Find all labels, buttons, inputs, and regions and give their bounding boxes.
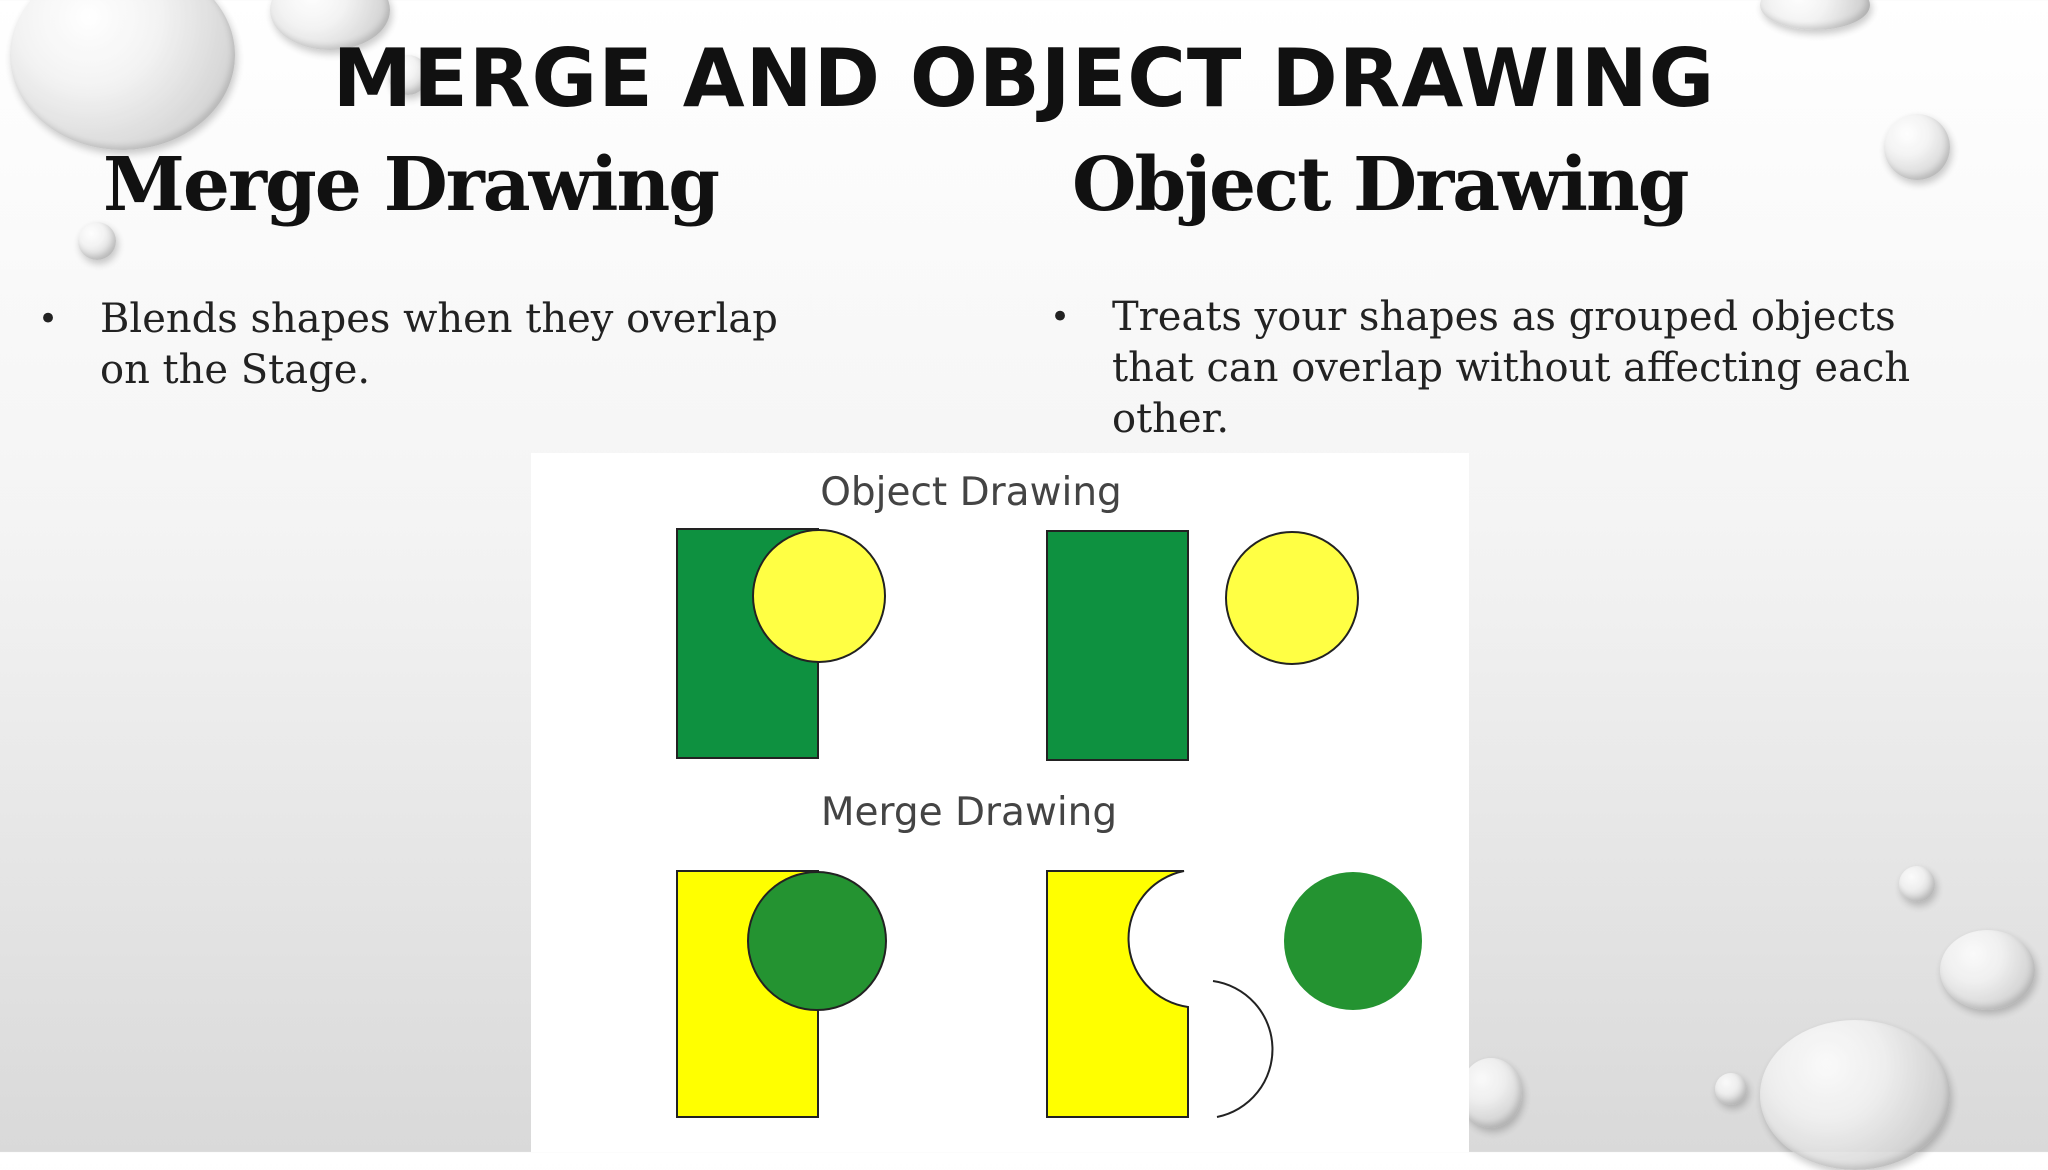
object-drawing-heading: Object Drawing	[1072, 142, 1688, 228]
cut-outline-arc	[1213, 981, 1272, 1117]
green-circle	[1284, 872, 1422, 1010]
water-drop-decoration	[1899, 866, 1935, 902]
water-drop-decoration	[1760, 1020, 1950, 1170]
merge-drawing-label: Merge Drawing	[820, 790, 1118, 835]
comparison-illustration	[531, 453, 1469, 1152]
water-drop-decoration	[1940, 930, 2035, 1010]
water-drop-decoration	[1715, 1073, 1747, 1105]
object-drawing-label: Object Drawing	[820, 470, 1122, 515]
water-drop-decoration	[1460, 1058, 1522, 1128]
object-drawing-bullets	[1050, 292, 1950, 445]
green-rectangle	[1047, 531, 1188, 760]
water-drop-decoration	[1760, 0, 1870, 30]
yellow-circle	[1226, 532, 1358, 664]
merge-drawing-heading: Merge Drawing	[103, 142, 719, 228]
bullet-item: • Blends shapes when they overlap on the Stage.	[38, 294, 798, 396]
yellow-circle	[753, 530, 885, 662]
bullet-item: • Treats your shapes as grouped objects that can overlap without affecting each other.	[1050, 292, 1950, 445]
slide-title: MERGE AND OBJECT DRAWING	[332, 32, 1716, 125]
drawing-comparison-figure	[531, 453, 1469, 1152]
merge-drawing-bullets	[38, 294, 798, 396]
green-circle	[748, 872, 886, 1010]
cut-yellow-rectangle	[1047, 871, 1188, 1117]
